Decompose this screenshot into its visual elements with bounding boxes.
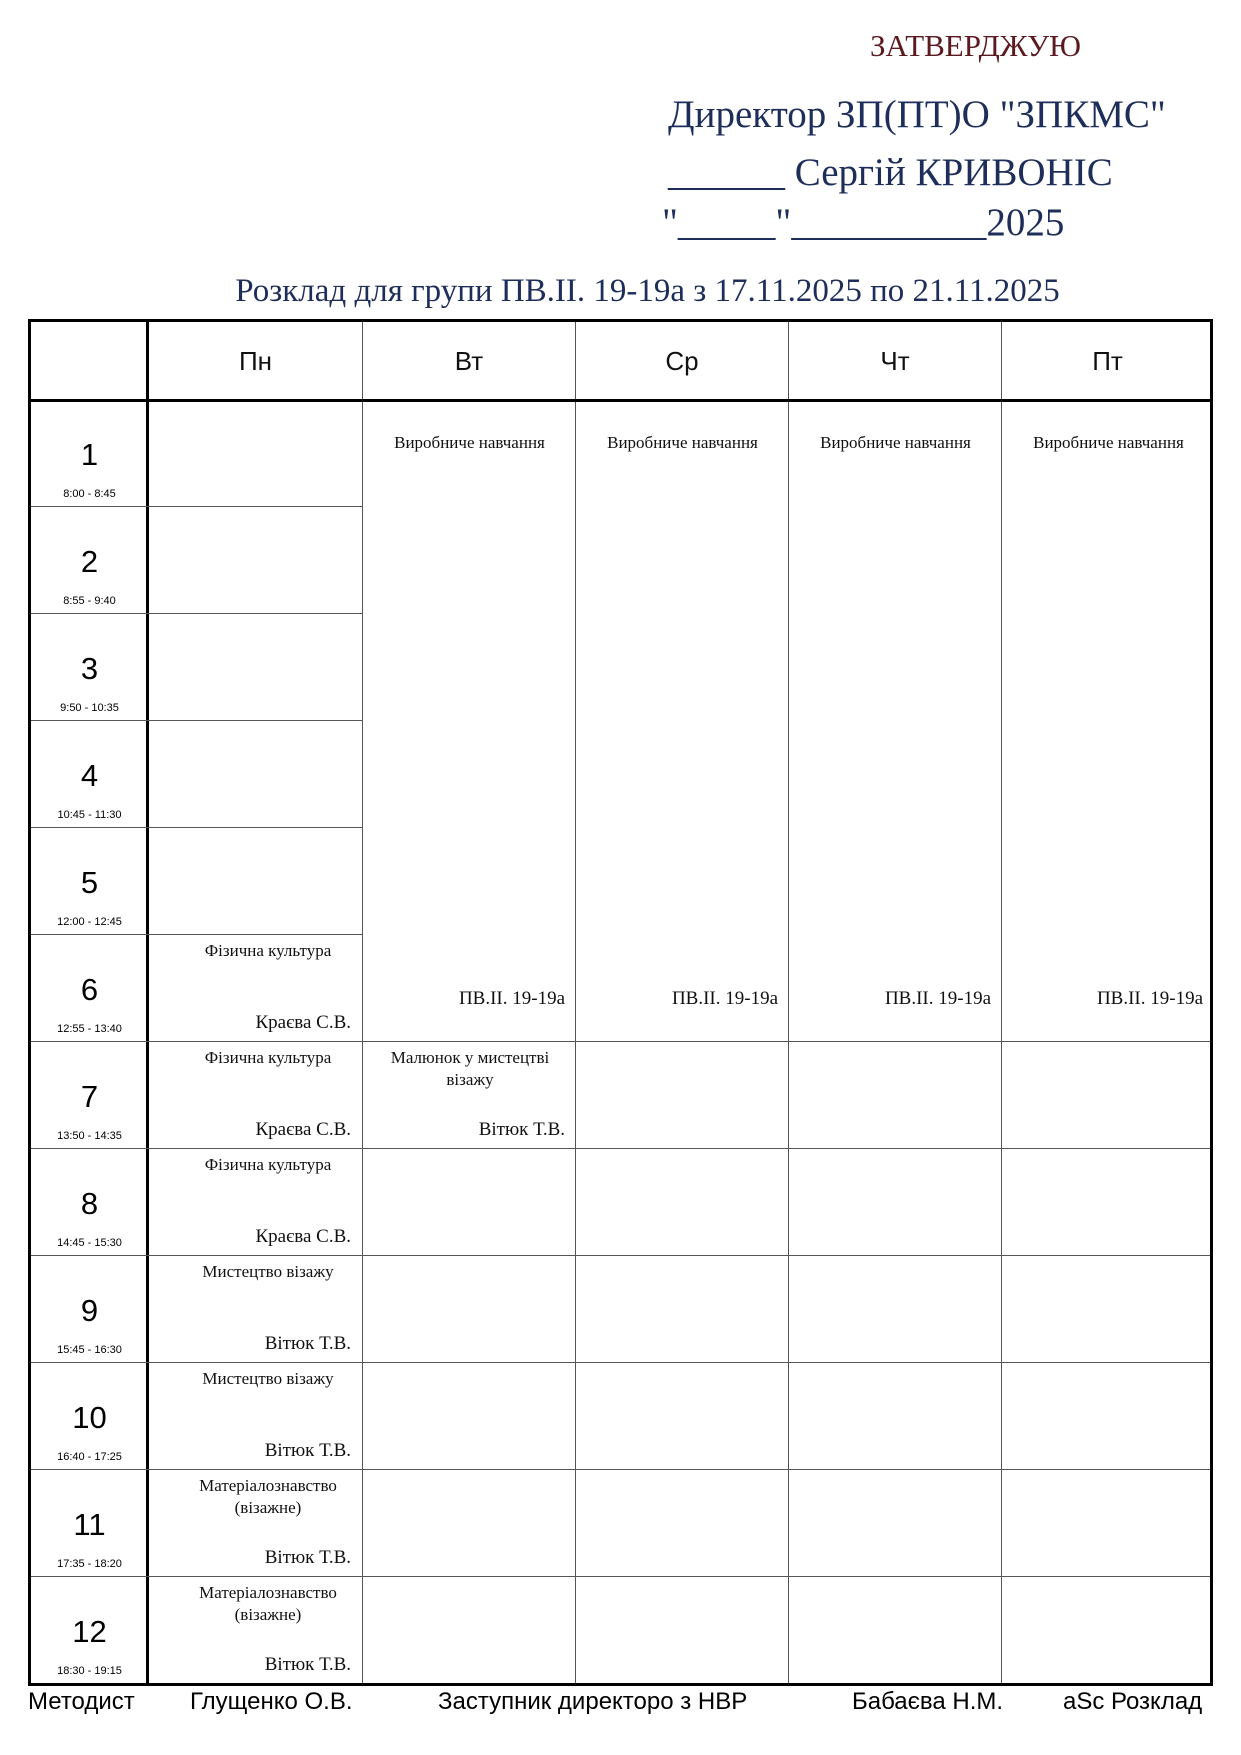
director-line: Директор ЗП(ПТ)О "ЗПКМС" xyxy=(668,93,1166,136)
lesson-subject: Виробниче навчання xyxy=(1033,433,1184,452)
lesson-teacher: Краєва С.В. xyxy=(255,1226,351,1247)
row-divider xyxy=(31,1148,1210,1149)
period-time: 8:00 - 8:45 xyxy=(63,488,116,500)
column-divider xyxy=(575,322,576,1683)
period-time: 14:45 - 15:30 xyxy=(57,1237,122,1249)
period-number: 5 xyxy=(80,865,99,900)
period-number: 2 xyxy=(80,544,99,579)
lesson-subject: Виробниче навчання xyxy=(394,433,545,452)
period-number: 6 xyxy=(80,972,99,1007)
lesson-teacher: Краєва С.В. xyxy=(255,1012,351,1033)
row-divider xyxy=(31,720,362,721)
page-title: Розклад для групи ПВ.ІІ. 19-19а з 17.11.2025 по 21.11.2025 xyxy=(235,273,1060,309)
period-number: 11 xyxy=(73,1507,106,1542)
lesson-teacher: Вітюк Т.В. xyxy=(478,1119,565,1140)
row-divider xyxy=(31,1469,1210,1470)
day-header-wed: Ср xyxy=(665,346,699,376)
lesson-subject: Матеріалознавство (візажне) xyxy=(199,1583,337,1624)
period-number: 8 xyxy=(80,1186,99,1221)
lesson-subject: Фізична культура xyxy=(204,941,332,960)
row-divider xyxy=(31,506,362,507)
column-divider xyxy=(362,322,363,1683)
day-header-mon: Пн xyxy=(238,346,273,376)
row-divider xyxy=(31,1362,1210,1363)
period-time: 8:55 - 9:40 xyxy=(63,595,116,607)
period-number: 4 xyxy=(80,758,99,793)
date-line: "_____"__________2025 xyxy=(662,201,1065,244)
row-divider xyxy=(31,1041,1210,1042)
lesson-subject: Виробниче навчання xyxy=(607,433,758,452)
lesson-teacher: Краєва С.В. xyxy=(255,1119,351,1140)
period-time: 16:40 - 17:25 xyxy=(57,1451,122,1463)
day-header-thu: Чт xyxy=(880,346,910,376)
lesson-subject: Матеріалознавство (візажне) xyxy=(199,1476,337,1517)
column-divider xyxy=(788,322,789,1683)
methodist-name: Глущенко О.В. xyxy=(190,1688,353,1715)
lesson-subject: Мистецтво візажу xyxy=(202,1369,334,1388)
lesson-subject: Малюнок у мистецтві візажу xyxy=(390,1048,550,1089)
lesson-teacher: Вітюк Т.В. xyxy=(264,1654,351,1675)
period-time: 13:50 - 14:35 xyxy=(57,1130,122,1142)
day-header-tue: Вт xyxy=(454,346,484,376)
lesson-subject: Фізична культура xyxy=(204,1155,332,1174)
software-credit: aSc Розклад xyxy=(1063,1688,1203,1715)
lesson-group: ПВ.ІІ. 19-19а xyxy=(671,988,778,1009)
lesson-subject: Виробниче навчання xyxy=(820,433,971,452)
period-time: 17:35 - 18:20 xyxy=(57,1558,122,1570)
period-number: 3 xyxy=(80,651,99,686)
row-divider xyxy=(31,1576,1210,1577)
period-time: 15:45 - 16:30 xyxy=(57,1344,122,1356)
lesson-group: ПВ.ІІ. 19-19а xyxy=(1096,988,1203,1009)
approve-stamp: ЗАТВЕРДЖУЮ xyxy=(870,28,1081,63)
period-number: 9 xyxy=(80,1293,99,1328)
signature-line: ______ Сергій КРИВОНІС xyxy=(668,151,1113,194)
row-divider xyxy=(31,934,362,935)
period-time: 18:30 - 19:15 xyxy=(57,1665,122,1677)
deputy-label: Заступник директоро з НВР xyxy=(438,1688,748,1715)
lesson-teacher: Вітюк Т.В. xyxy=(264,1440,351,1461)
period-number: 1 xyxy=(80,437,99,472)
deputy-name: Бабаєва Н.М. xyxy=(852,1688,1004,1715)
day-header-fri: Пт xyxy=(1092,346,1123,376)
lesson-group: ПВ.ІІ. 19-19а xyxy=(884,988,991,1009)
lesson-teacher: Вітюк Т.В. xyxy=(264,1547,351,1568)
lesson-group: ПВ.ІІ. 19-19а xyxy=(458,988,565,1009)
row-divider xyxy=(31,1255,1210,1256)
period-number: 7 xyxy=(80,1079,99,1114)
lesson-subject: Фізична культура xyxy=(204,1048,332,1067)
column-divider xyxy=(1001,322,1002,1683)
methodist-label: Методист xyxy=(28,1688,135,1715)
period-time: 12:00 - 12:45 xyxy=(57,916,122,928)
period-number: 10 xyxy=(72,1400,107,1435)
lesson-subject: Мистецтво візажу xyxy=(202,1262,334,1281)
period-time: 9:50 - 10:35 xyxy=(60,702,119,714)
row-divider xyxy=(31,827,362,828)
schedule-table xyxy=(28,319,1213,1686)
lesson-teacher: Вітюк Т.В. xyxy=(264,1333,351,1354)
period-time: 12:55 - 13:40 xyxy=(57,1023,122,1035)
period-number: 12 xyxy=(72,1614,107,1649)
period-time: 10:45 - 11:30 xyxy=(57,809,122,821)
row-divider xyxy=(31,613,362,614)
